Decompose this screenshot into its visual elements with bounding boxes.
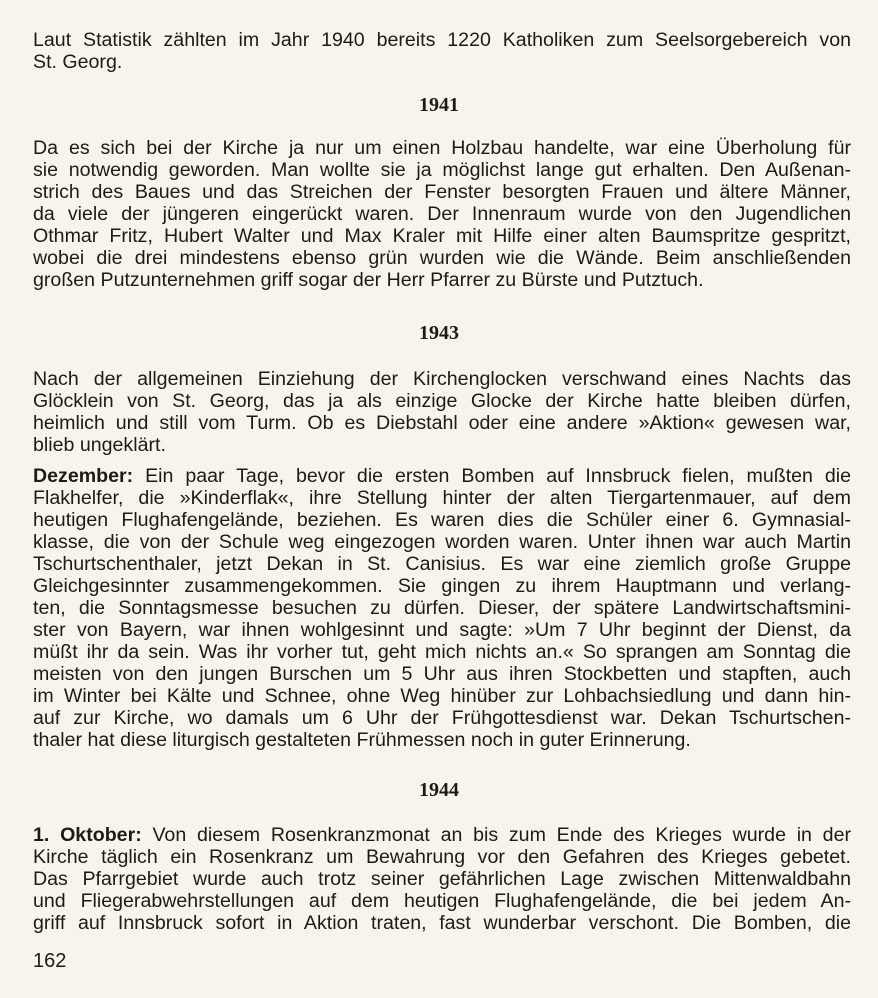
text-line: Flakhelfer, die »Kinderflak«, ihre Stellung hinter der alten Tiergartenmauer, auf dem <box>33 487 851 509</box>
text-line-rest: Von diesem Rosenkranzmonat an bis zum Ende des Krieges wurde in der <box>141 824 851 846</box>
text-line: im Winter bei Kälte und Schnee, ohne Weg hinüber zur Lohbachsiedlung und dann hin- <box>33 685 851 707</box>
text-line: heimlich und still vom Turm. Ob es Diebstahl oder eine andere »Aktion« gewesen war, <box>33 412 851 434</box>
text-line: Othmar Fritz, Hubert Walter und Max Kraler mit Hilfe einer alten Baumspritze gespritzt, <box>33 225 851 247</box>
paragraph-1941 <box>33 137 851 291</box>
year-heading-1944: 1944 <box>419 779 459 801</box>
date-label: 1. Oktober: <box>33 824 142 846</box>
text-line: heutigen Flughafengelände, beziehen. Es waren dies die Schüler einer 6. Gymnasial- <box>33 509 851 531</box>
year-heading-1941: 1941 <box>419 94 459 116</box>
text-line: thaler hat diese liturgisch gestalteten Frühmessen noch in guter Erinnerung. <box>33 729 691 751</box>
text-line: ster von Bayern, war ihnen wohlgesinnt und sagte: »Um 7 Uhr beginnt der Dienst, da <box>33 619 851 641</box>
text-line: sie notwendig geworden. Man wollte sie ja möglichst lange gut erhalten. Den Außenan- <box>33 159 851 181</box>
text-line: St. Georg. <box>33 51 123 73</box>
text-line: ten, die Sonntagsmesse besuchen zu dürfen. Dieser, der spätere Landwirtschaftsmini- <box>33 597 851 619</box>
text-line: Da es sich bei der Kirche ja nur um einen Holzbau handelte, war eine Überholung für <box>33 137 851 159</box>
text-line: Laut Statistik zählten im Jahr 1940 bereits 1220 Katholiken zum Seelsorgebereich von <box>33 29 851 51</box>
text-line: wobei die drei mindestens ebenso grün wurden wie die Wände. Beim anschließenden <box>33 247 851 269</box>
text-line: da viele der jüngeren eingerückt waren. Der Innenraum wurde von den Jugendlichen <box>33 203 851 225</box>
text-line: und Fliegerabwehrstellungen auf dem heutigen Flughafengelände, die bei jedem An- <box>33 890 851 912</box>
text-line-rest: Ein paar Tage, bevor die ersten Bomben auf Innsbruck fielen, mußten die <box>133 465 851 487</box>
text-line: meisten von den jungen Burschen um 5 Uhr aus ihren Stockbetten und stapften, auch <box>33 663 851 685</box>
text-line: Glöcklein von St. Georg, das ja als einzige Glocke der Kirche hatte bleiben dürfen, <box>33 390 851 412</box>
text-line: Kirche täglich ein Rosenkranz um Bewahrung vor den Gefahren des Krieges gebetet. <box>33 846 851 868</box>
text-line: strich des Baues und das Streichen der Fenster besorgten Frauen und ältere Männer, <box>33 181 851 203</box>
text-line: Das Pfarrgebiet wurde auch trotz seiner gefährlichen Lage zwischen Mittenwaldbahn <box>33 868 851 890</box>
page-number: 162 <box>33 950 67 972</box>
text-line: griff auf Innsbruck sofort in Aktion traten, fast wunderbar verschont. Die Bomben, die <box>33 912 851 934</box>
year-heading-1943: 1943 <box>419 322 459 344</box>
text-line: müßt ihr da sein. Was ihr vorher tut, geht mich nichts an.« So sprangen am Sonntag die <box>33 641 851 663</box>
text-line: klasse, die von der Schule weg eingezogen worden waren. Unter ihnen war auch Martin <box>33 531 851 553</box>
paragraph-1944-october <box>33 824 851 934</box>
text-line: Tschurtschenthaler, jetzt Dekan in St. Canisius. Es war eine ziemlich große Gruppe <box>33 553 851 575</box>
text-line <box>33 824 851 846</box>
intro-paragraph <box>33 29 851 73</box>
text-line: auf zur Kirche, wo damals um 6 Uhr der Frühgottesdienst war. Dekan Tschurtschen- <box>33 707 851 729</box>
text-line: Gleichgesinnter zusammengekommen. Sie gingen zu ihrem Hauptmann und verlang- <box>33 575 851 597</box>
text-line: großen Putzunternehmen griff sogar der Herr Pfarrer zu Bürste und Putztuch. <box>33 269 704 291</box>
text-line: Nach der allgemeinen Einziehung der Kirchenglocken verschwand eines Nachts das <box>33 368 851 390</box>
paragraph-1943-bells <box>33 368 851 456</box>
date-label: Dezember: <box>33 465 134 487</box>
paragraph-1943-december <box>33 465 851 751</box>
text-line: blieb ungeklärt. <box>33 434 166 456</box>
text-line <box>33 465 851 487</box>
